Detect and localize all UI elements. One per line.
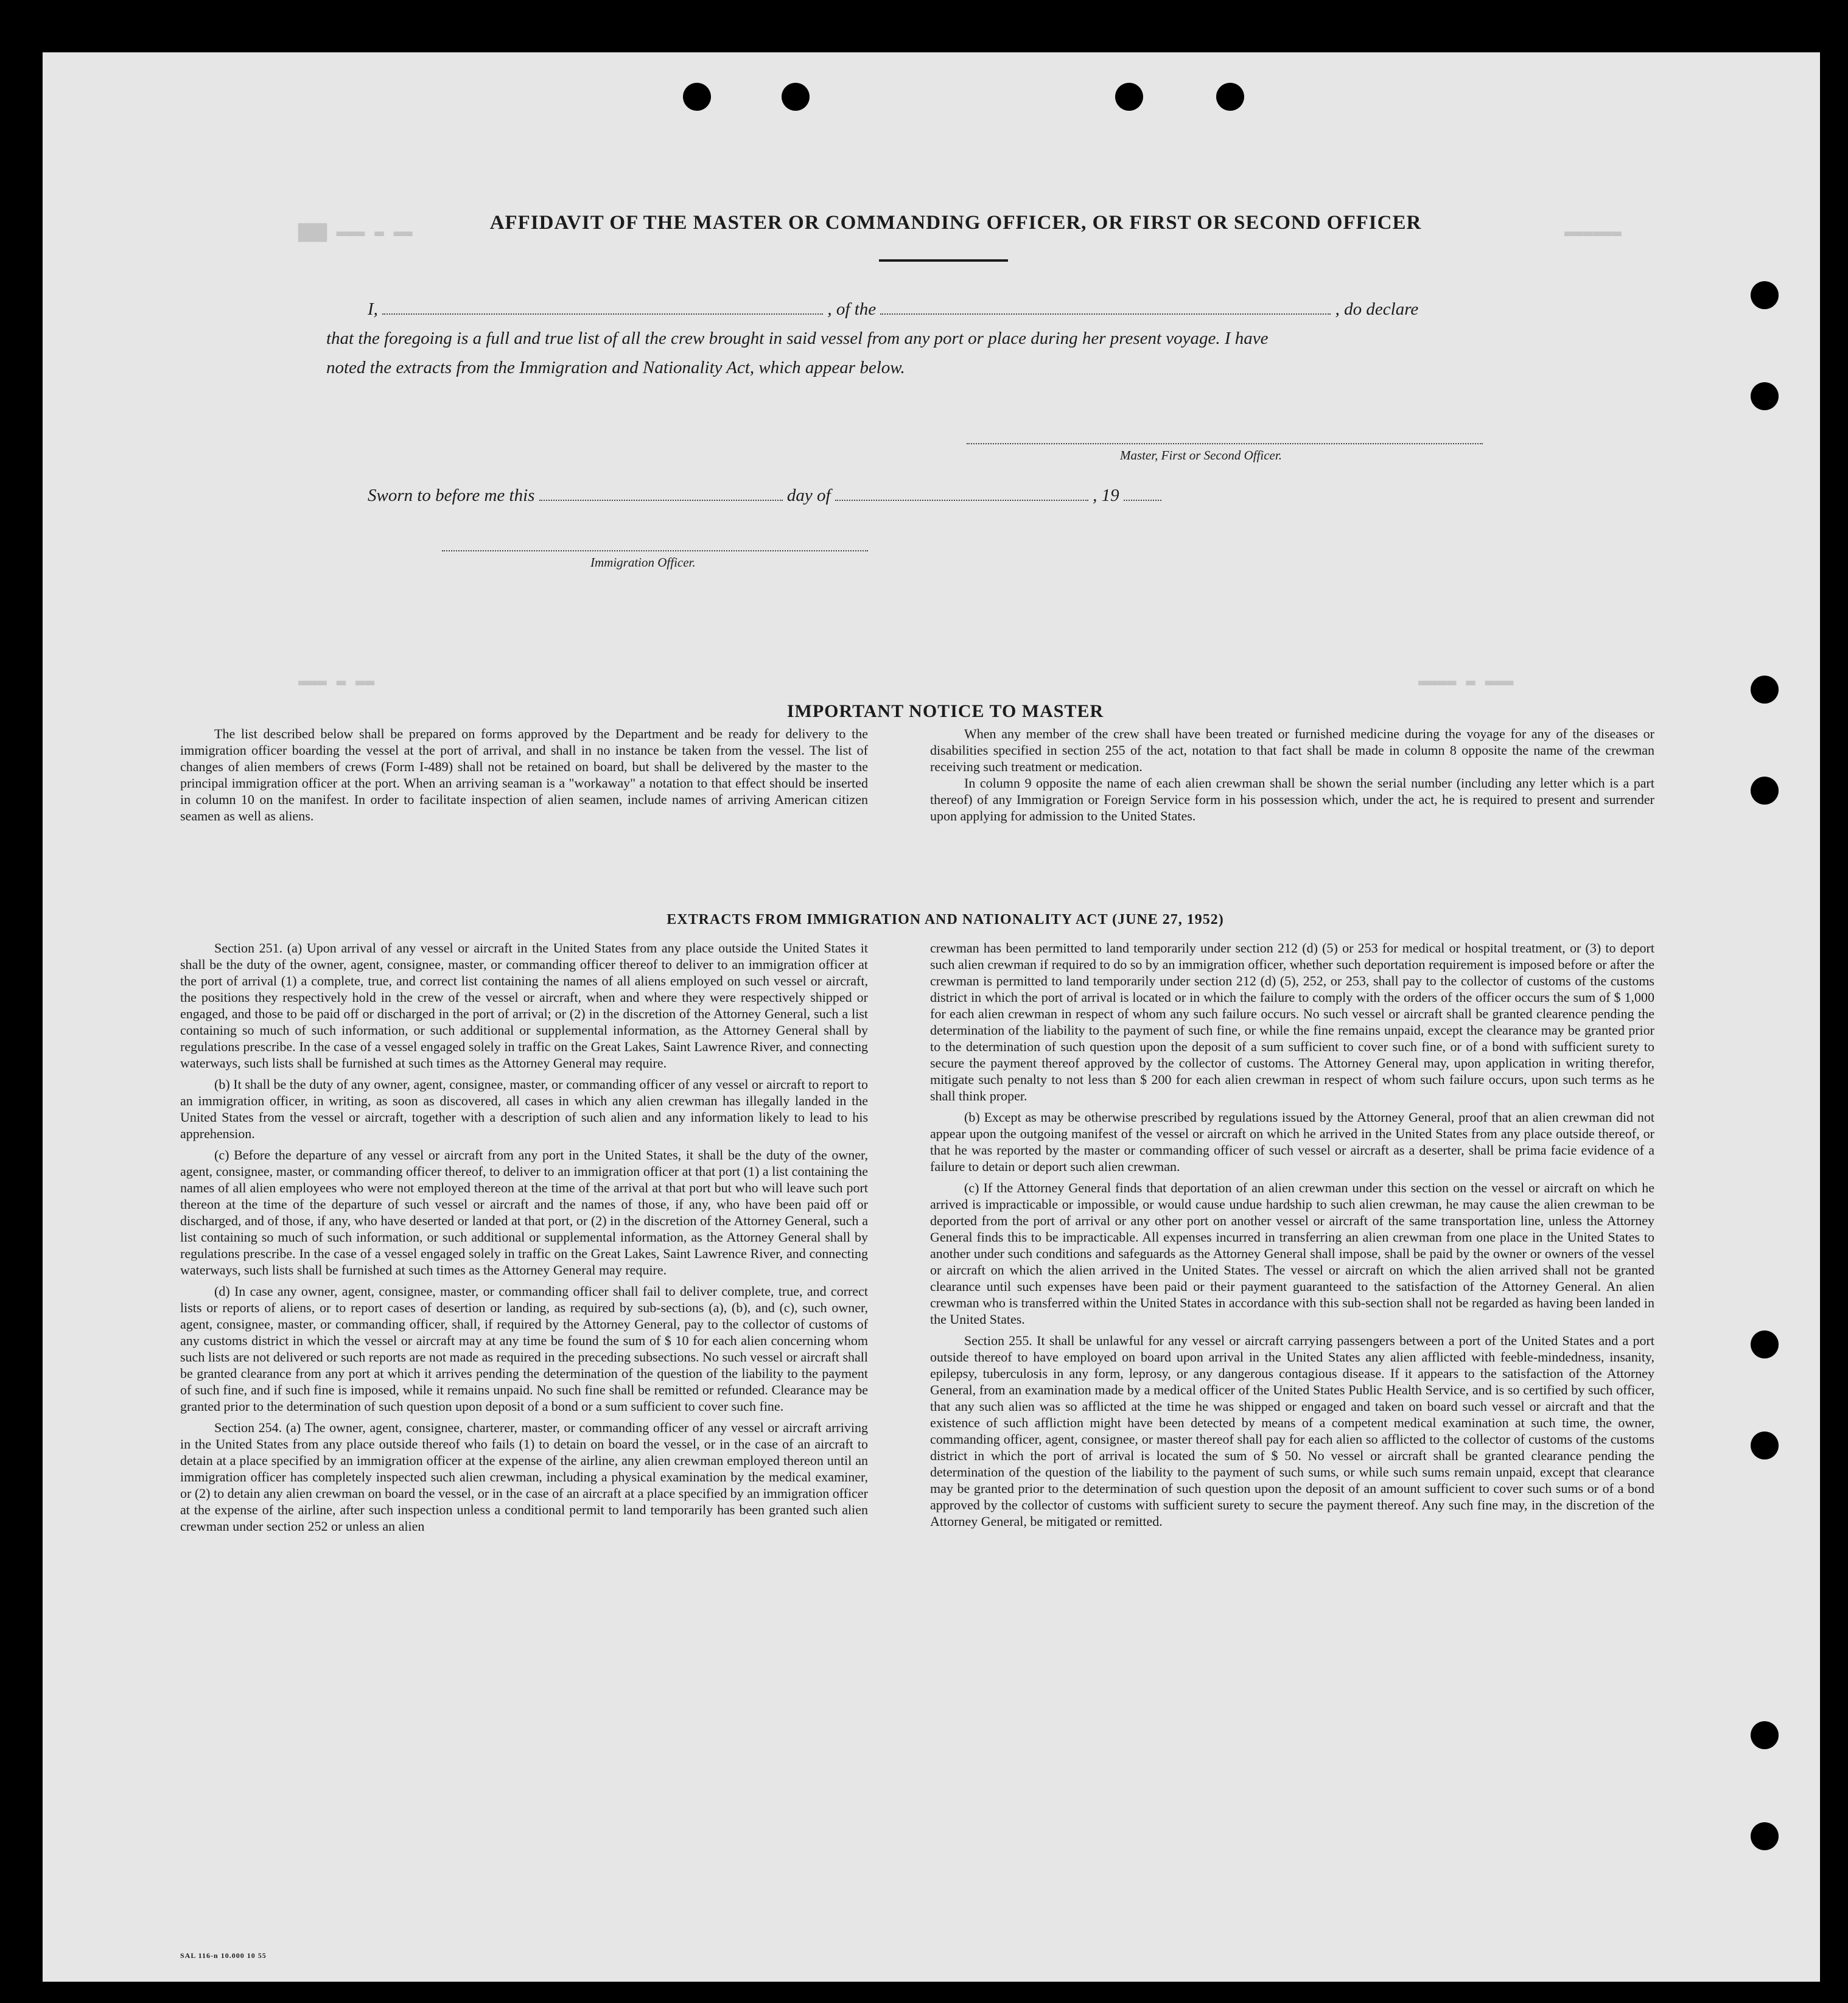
immigration-officer-signature-line[interactable] xyxy=(442,550,868,551)
punch-hole-top-1 xyxy=(683,83,711,111)
vessel-blank[interactable] xyxy=(880,313,1331,315)
sworn-line xyxy=(368,486,1161,506)
immigration-officer-caption: Immigration Officer. xyxy=(590,555,696,570)
punch-hole-top-2 xyxy=(782,83,810,111)
section-255: Section 255. It shall be unlawful for any vessel or aircraft carrying passengers between a port of the United States and a port outside thereof to have employed on board upon arrival in the United States any alien afflicted with feeble-mindedness, insanity, epilepsy, tuberculosis in any form, leprosy, or any dangerous contagious disease. If it appears to the satisfaction of the Attorney General, from an examination made by a medical officer of the United States Public Health Service, and is so certified by such officer, that any such alien was so afflicted at the time he was shipped or engaged and taken on board such vessel or aircraft and that the existence of such affliction might have been detected by means of a competent medical examination at such time, the owner, commanding officer, agent, consignee, or master thereof shall pay for each alien so afflicted to the collector of customs of the customs district in which the port of arrival is located the sum of $ 50. No vessel or aircraft shall be granted clearance pending the determination of the question of the liability to the payment of such sums, or while such sums remain unpaid, except that clearance may be granted prior to the determination of such question upon the deposit of an amount sufficient to cover such sums or of a bond approved by the collector of customs with sufficient surety to secure the payment thereof. Any such fine may, in the discretion of the Attorney General, be mitigated or remitted. xyxy=(930,1333,1654,1529)
notice-right-paragraph-1: When any member of the crew shall have been treated or furnished medicine during the voyage for any of the diseases or disabilities specified in section 255 of the act, notation to that fact shall be made in column 8 opposite the name of the crewman receiving such treatment or medication. xyxy=(930,726,1654,774)
section-254a: Section 254. (a) The owner, agent, consignee, charterer, master, or commanding officer of any vessel or aircraft arriving in the United States from any place outside thereof who fails (1) to detain on board the vessel, or in the case of an aircraft to detain at a place specified by an immigration officer at the expense of the airline, any alien crewman employed thereon until an immigration officer has completely inspected such alien crewman, including a physical examination by the medical examiner, or (2) to detain any alien crewman on board the vessel, or in the case of an aircraft at a place specified by an immigration officer at the expense of the airline, after such inspection unless a conditional permit to land temporarily has been granted such alien crewman under section 252 or unless an alien xyxy=(180,1420,868,1534)
document-page xyxy=(43,52,1820,1982)
affidavit-line-3: noted the extracts from the Immigration and Nationality Act, which appear below. xyxy=(326,358,905,377)
section-251c: (c) Before the departure of any vessel or aircraft from any port in the United States, it shall be the duty of the owner, agent, consignee, master, or commanding officer thereof, to deliver to an immigration officer at that port (1) a list containing the names of all alien employees who were not employed thereon at the time of the arrival at that port but who will leave such port thereon at the time of the departure of such vessel or aircraft and the names of those, if any, who have been paid off or discharged, and of those, if any, who have deserted or landed at that port, or (2) in the discretion of the Attorney General, such a list containing so much of such information, or such additional or supplemental information, as the Attorney General shall by regulations prescribe. In the case of a vessel engaged solely in traffic on the Great Lakes, Saint Lawrence River, and connecting waterways, such lists shall be furnished at such times as the Attorney General may require. xyxy=(180,1147,868,1278)
bleed-through-mark: ███ ▬▬▬ ▬ ▬▬ xyxy=(298,224,413,242)
section-254c: (c) If the Attorney General finds that deportation of an alien crewman under this section on the vessel or aircraft on which he arrived is impracticable or impossible, or would cause undue hardship to such alien crewman, he may cause the alien crewman to be deported from the port of arrival or any other port on another vessel or aircraft of the same transportation line, unless the Attorney General finds this to be impracticable. All expenses incurred in transferring an alien crewman from one place in the United States to another under such conditions and safeguards as the Attorney General shall impose, shall be paid by the owner or owners of the vessel or aircraft on which the alien arrived in the United States. The vessel or aircraft on which the alien arrived shall not be granted clearance until such expenses have been paid or their payment guaranteed to the satisfaction of the Attorney General. An alien crewman who is transferred within the United States in accordance with this sub-section shall not be regarded as having been landed in the United States. xyxy=(930,1180,1654,1327)
sworn-label: Sworn to before me this xyxy=(368,486,535,505)
master-signature-caption: Master, First or Second Officer. xyxy=(1120,448,1282,463)
punch-hole-right-2 xyxy=(1751,382,1779,410)
do-declare-label: , do declare xyxy=(1335,299,1419,319)
section-254a-continued: crewman has been permitted to land temporarily under section 212 (d) (5) or 253 for medical or hospital treatment, or (3) to deport such alien crewman if required to do so by an immigration officer, whether such deportation requirement is imposed before or after the crewman is permitted to land temporarily under section 212 (d) (5), 252, or 253, shall pay to the collector of customs of the customs district in which the port of arrival is located or in which the failure to comply with the orders of the officer occurs the sum of $ 1,000 for each alien crewman in respect of whom any such failure occurs. No such vessel or aircraft shall be granted clearence pending the determination of the liability to the payment of such fine, or while the fine remains unpaid, except the clearance may be granted prior to the determination of such question upon the deposit of a sum sufficient to cover such fine, or of a bond with sufficient surety to secure the payment thereof approved by the collector of customs. The Attorney General may, upon application in writing therefor, mitigate such penalty to not less than $ 200 for each alien crewman in respect of whom such failure occurs, upon such terms as he shall think proper. xyxy=(930,940,1654,1103)
printer-imprint: SAL 116-n 10.000 10 55 xyxy=(180,1951,267,1960)
extracts-title: EXTRACTS FROM IMMIGRATION AND NATIONALITY ACT (JUNE 27, 1952) xyxy=(667,912,1224,928)
punch-hole-right-7 xyxy=(1751,1721,1779,1749)
bleed-through-mark: ▬▬▬▬ ▬ ▬▬▬ xyxy=(1418,673,1514,691)
notice-title: IMPORTANT NOTICE TO MASTER xyxy=(786,701,1104,721)
punch-hole-right-3 xyxy=(1751,676,1779,704)
punch-hole-top-4 xyxy=(1216,83,1244,111)
bleed-through-mark: ▬▬▬ ▬ ▬▬ xyxy=(298,673,375,691)
punch-hole-right-5 xyxy=(1751,1330,1779,1358)
notice-right-paragraph-2: In column 9 opposite the name of each alien crewman shall be shown the serial number (including any letter which is a part thereof) of any Immigration or Foreign Service form in his possession which, under the act, he is required to present and surrender upon applying for admission to the United States. xyxy=(930,775,1654,823)
day-of-label: day of xyxy=(786,486,831,505)
section-251d: (d) In case any owner, agent, consignee, master, or commanding officer shall fail to deliver complete, true, and correct lists or reports of aliens, or to report cases of desertion or landing, as required by sub-sections (a), (b), and (c), such owner, agent, consignee, master, or commanding officer, shall, if required by the Attorney General, pay to the collector of customs of any customs district in which the vessel or aircraft may at any time be found the sum of $ 10 for each alien concerning whom such lists are not delivered or such reports are not made as required in the preceding subsections. No such vessel or aircraft shall be granted clearance from any port at which it arrives pending the determination of the question of the liability to the payment of such fine, and if such fine is imposed, while it remains unpaid. No such fine shall be remitted or refunded. Clearance may be granted prior to the determination of such question upon deposit of a bond or a sum sufficient to cover such fine. xyxy=(180,1284,868,1414)
punch-hole-right-1 xyxy=(1751,281,1779,309)
notice-left-column xyxy=(180,702,868,829)
bleed-through-mark: ▬▬▬▬▬▬ xyxy=(1564,224,1622,242)
punch-hole-right-6 xyxy=(1751,1431,1779,1459)
day-blank[interactable] xyxy=(539,499,783,501)
affidavit-line-1 xyxy=(368,299,1530,320)
name-blank[interactable] xyxy=(382,313,823,315)
notice-left-paragraph: The list described below shall be prepared on forms approved by the Department and be ready for delivery to the immigration officer boarding the vessel at the port of arrival, and shall in no instance be taken from the vessel. The list of changes of alien members of crews (Form I-489) shall not be retained on board, but shall be delivered by the master to the principal immigration officer at the port. When an arriving seaman is a "workaway" a notation to that effect should be inserted in column 10 on the manifest. In order to facilitate inspection of alien seamen, include names of arriving American citizen seamen as well as aliens. xyxy=(180,726,868,823)
i-label: I, xyxy=(368,299,378,319)
affidavit-line-2: that the foregoing is a full and true list of all the crew brought in said vessel from any port or place during her present voyage. I have xyxy=(326,329,1269,348)
punch-hole-right-4 xyxy=(1751,777,1779,805)
of-the-label: , of the xyxy=(827,299,877,319)
section-254b: (b) Except as may be otherwise prescribed by regulations issued by the Attorney General, proof that an alien crewman did not appear upon the outgoing manifest of the vessel or aircraft on which he arrived in the United States from any place outside thereof, or that he was reported by the master or commanding officer of such vessel or aircraft as a deserter, shall be prima facie evidence of a failure to detain or deport such alien crewman. xyxy=(930,1110,1654,1174)
month-blank[interactable] xyxy=(835,499,1088,501)
title-underline xyxy=(879,259,1008,262)
notice-right-column xyxy=(930,702,1654,829)
master-signature-line[interactable] xyxy=(967,443,1483,444)
punch-hole-top-3 xyxy=(1115,83,1143,111)
section-251b: (b) It shall be the duty of any owner, agent, consignee, master, or commanding officer of any vessel or aircraft to report to an immigration officer, in writing, as soon as discovered, all cases in which any alien crewman has illegally landed in the United States from the vessel or aircraft, together with a description of such alien and any information likely to lead to his apprehension. xyxy=(180,1077,868,1141)
extracts-right-column xyxy=(930,940,1654,1534)
year-label: , 19 xyxy=(1093,486,1119,505)
affidavit-title: AFFIDAVIT OF THE MASTER OR COMMANDING OFFICER, OR FIRST OR SECOND OFFICER xyxy=(489,212,1422,234)
year-blank[interactable] xyxy=(1124,499,1161,501)
section-251a: Section 251. (a) Upon arrival of any vessel or aircraft in the United States from any place outside the United States it shall be the duty of the owner, agent, consignee, master, or commanding officer thereof to deliver to an immigration officer at the port of arrival (1) a complete, true, and correct list containing the names of all aliens employed on such vessel or aircraft, the positions they respectively hold in the crew of the vessel or aircraft, when and where they were respectively shipped or engaged, and those to be paid off or discharged in the port of arrival; or (2) in the discretion of the Attorney General, such a list containing so much of such information, or such additional or supplemental information, as the Attorney General shall by regulations prescribe. In the case of a vessel engaged solely in traffic on the Great Lakes, Saint Lawrence River, and connecting waterways, such lists shall be furnished at such times as the Attorney General may require. xyxy=(180,940,868,1071)
extracts-left-column xyxy=(180,940,868,1539)
punch-hole-right-8 xyxy=(1751,1822,1779,1850)
